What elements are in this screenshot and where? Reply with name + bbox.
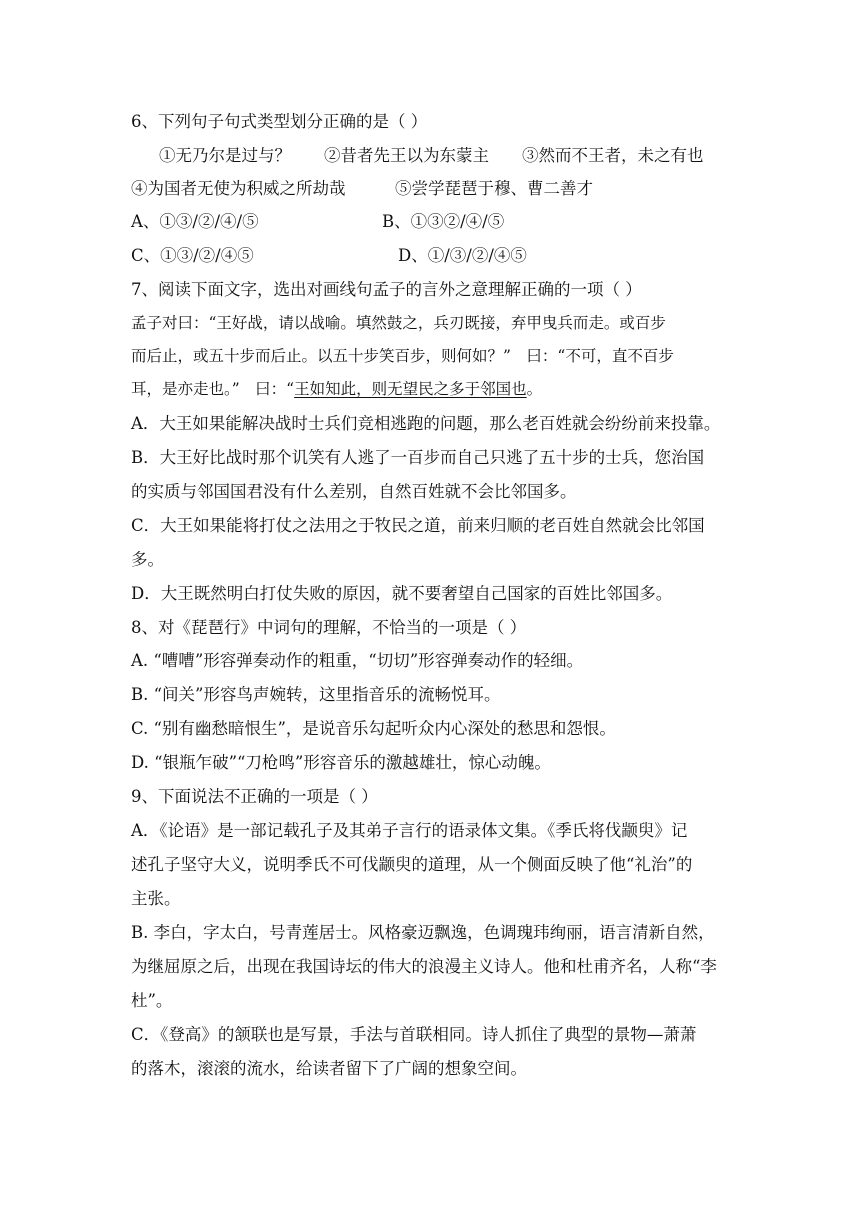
q9-option-b-line1: B. 李白，字太白，号青莲居士。风格豪迈飘逸，色调瑰玮绚丽，语言清新自然， <box>131 923 715 942</box>
q7-option-b-line1: B．大王好比战时那个讥笑有人逃了一百步而自己只逃了五十步的士兵，您治国 <box>131 448 705 467</box>
q7-option-c-line2: 多。 <box>131 550 164 569</box>
q9-option-c-line2: 的落木，滚滚的流水，给读者留下了广阔的想象空间。 <box>131 1059 527 1078</box>
q7-option-d: D．大王既然明白打仗失败的原因，就不要奢望自己国家的百姓比邻国多。 <box>131 584 673 603</box>
q7-passage-line1: 孟子对曰：“王好战，请以战喻。填然鼓之，兵刃既接，弃甲曳兵而走。或百步 <box>131 314 666 332</box>
q8-option-d: D. “银瓶乍破”“刀枪鸣”形容音乐的激越雄壮，惊心动魄。 <box>131 753 551 772</box>
q9-option-a-line3: 主张。 <box>131 889 181 908</box>
q7-passage-line3 <box>131 378 731 400</box>
q9-option-c-line1: C．《登高》的颔联也是写景，手法与首联相同。诗人抓住了典型的景物—萧萧 <box>131 1025 697 1044</box>
q7-passage-line3-post: 。 <box>526 380 543 398</box>
q9-option-b-line2: 为继屈原之后，出现在我国诗坛的伟大的浪漫主义诗人。他和杜甫齐名，人称“李 <box>131 957 717 976</box>
q6-stem: 6、下列句子句式类型划分正确的是（ ） <box>131 112 428 131</box>
q9-option-b-line3: 杜”。 <box>131 991 173 1010</box>
q6-option-d: D、①/③/②/④⑤ <box>398 246 527 265</box>
q6-option-c: C、①③/②/④⑤ <box>131 246 254 265</box>
q8-option-c: C. “别有幽愁暗恨生”，是说音乐勾起听众内心深处的愁思和怨恨。 <box>131 719 616 738</box>
q7-option-a: A．大王如果能解决战时士兵们竞相逃跑的问题，那么老百姓就会纷纷前来投靠。 <box>131 414 721 433</box>
q6-items-line2: ④为国者无使为积威之所劫哉 ⑤尝学琵琶于穆、曹二善才 <box>131 179 593 198</box>
q6-items-line1: ①无乃尔是过与？ ②昔者先王以为东蒙主 ③然而不王者，未之有也 <box>159 146 704 165</box>
q8-option-b: B. “间关”形容鸟声婉转，这里指音乐的流畅悦耳。 <box>131 685 501 704</box>
q9-option-a-line1: A．《论语》是一部记载孔子及其弟子言行的语录体文集。《季氏将伐颛臾》记 <box>131 821 688 840</box>
q7-passage-line2: 而后止，或五十步而后止。以五十步笑百步，则何如？” 曰：“不可，直不百步 <box>131 347 674 365</box>
q7-stem: 7、阅读下面文字，选出对画线句孟子的言外之意理解正确的一项（ ） <box>131 280 642 299</box>
q7-passage-line3-pre: 耳，是亦走也。” 曰：“ <box>131 380 295 398</box>
q8-option-a: A. “嘈嘈”形容弹奏动作的粗重，“切切”形容弹奏动作的轻细。 <box>131 651 584 670</box>
q8-stem: 8、对《琵琶行》中词句的理解，不恰当的一项是（ ） <box>131 618 527 637</box>
q9-option-a-line2: 述孔子坚守大义，说明季氏不可伐颛臾的道理，从一个侧面反映了他“礼治”的 <box>131 855 693 874</box>
q7-underlined-sentence: 王如知此，则无望民之多于邻国也 <box>294 380 527 398</box>
q6-option-b: B、①③②/④/⑤ <box>382 212 505 231</box>
q6-option-a: A、①③/②/④/⑤ <box>131 212 259 231</box>
q7-option-c-line1: C．大王如果能将打仗之法用之于牧民之道，前来归顺的老百姓自然就会比邻国 <box>131 516 705 535</box>
q9-stem: 9、下面说法不正确的一项是（ ） <box>131 787 378 806</box>
q7-option-b-line2: 的实质与邻国国君没有什么差别，自然百姓就不会比邻国多。 <box>131 482 577 501</box>
